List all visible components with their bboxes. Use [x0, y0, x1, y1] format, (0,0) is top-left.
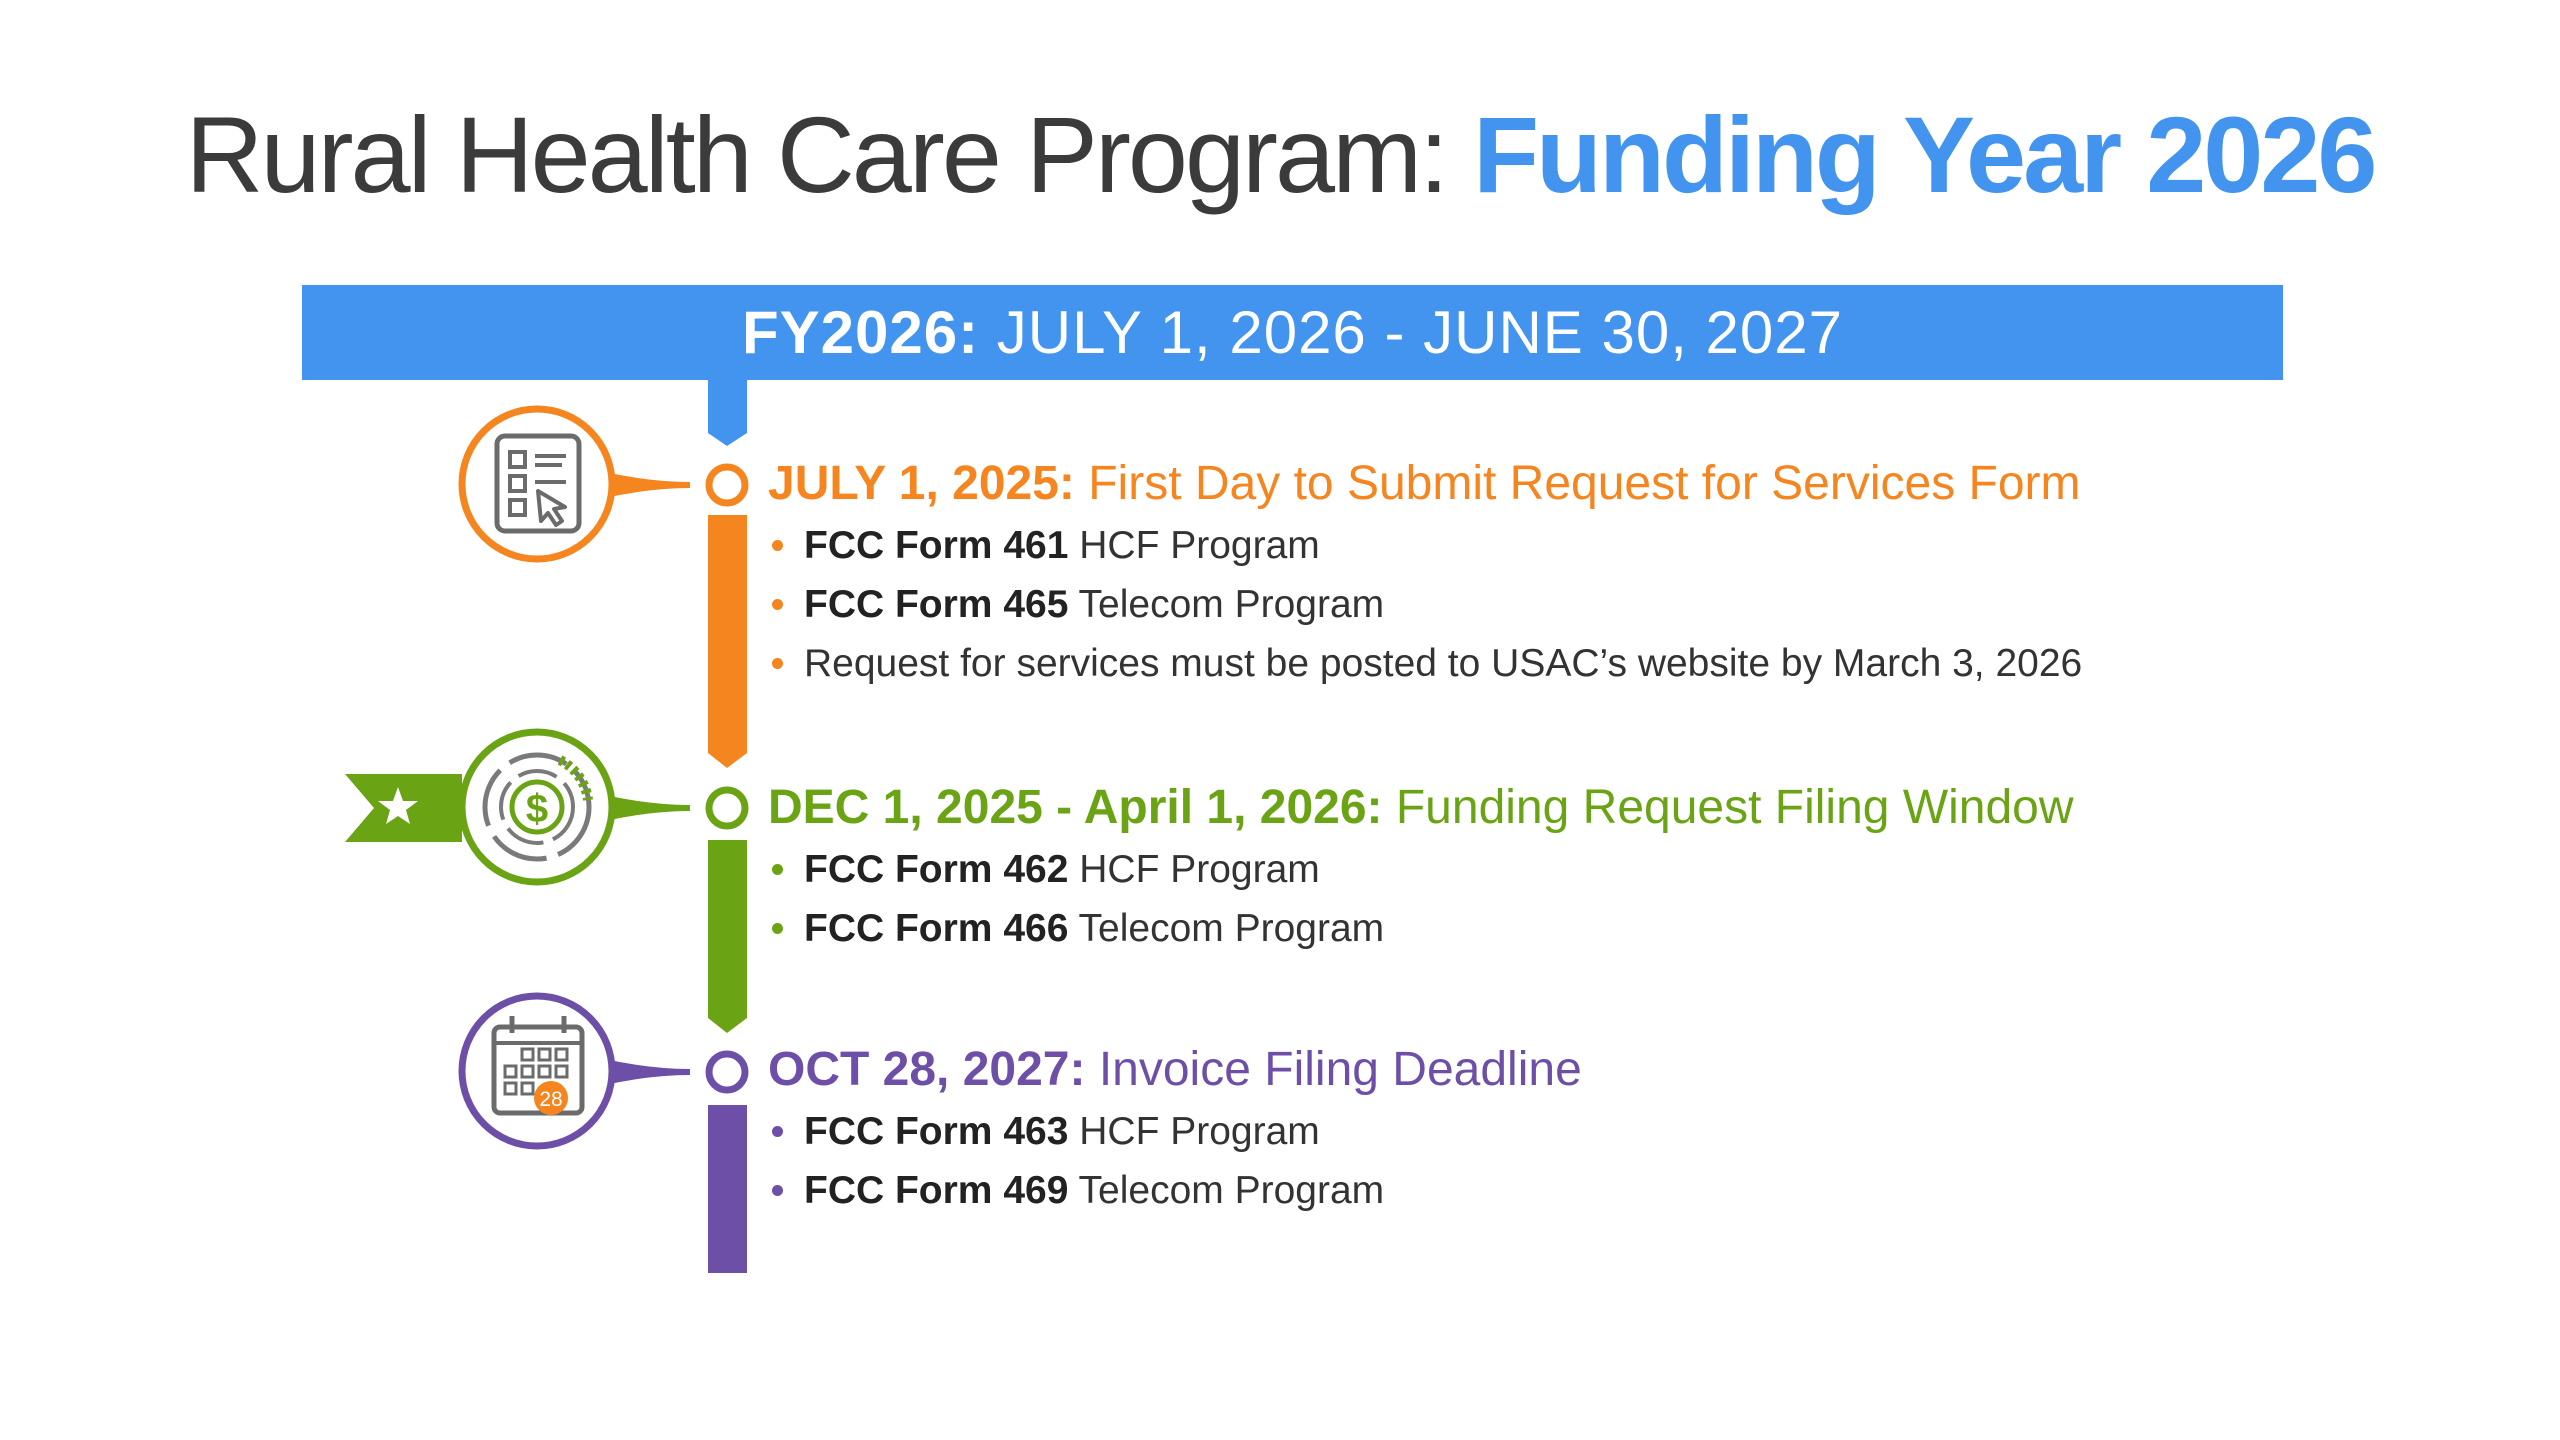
- milestone-title: First Day to Submit Request for Services Form: [1088, 457, 2081, 510]
- star-flag-icon: [345, 774, 462, 842]
- program-name: HCF Program: [1079, 848, 1320, 891]
- calendar-day-number: 28: [539, 1088, 563, 1111]
- list-item: [768, 634, 2082, 693]
- milestone-rfs: [768, 454, 2082, 693]
- dollar-gauge-icon: [462, 732, 612, 882]
- program-name: HCF Program: [1079, 524, 1320, 567]
- list-item: [768, 840, 2074, 899]
- list-item: [768, 575, 2082, 634]
- form-checklist-icon: [462, 409, 612, 559]
- milestone-title: Invoice Filing Deadline: [1098, 1043, 1582, 1096]
- timeline-segment-purple: [708, 1105, 747, 1273]
- milestone-items: [768, 1102, 1582, 1220]
- note-text: Request for services must be posted to USAC’s website by March 3, 2026: [804, 642, 2083, 685]
- milestone-heading: [768, 454, 2082, 514]
- milestone-title: Funding Request Filing Window: [1395, 781, 2074, 834]
- form-number: FCC Form 463: [804, 1110, 1069, 1153]
- svg-text:$: $: [525, 787, 549, 831]
- title-prefix: Rural Health Care Program:: [185, 94, 1447, 215]
- milestone-invoice-deadline: [768, 1040, 1582, 1220]
- form-number: FCC Form 469: [804, 1169, 1069, 1212]
- milestone-date: DEC 1, 2025 - April 1, 2026:: [768, 781, 1383, 834]
- milestone-heading: [768, 1040, 1582, 1100]
- milestone-node-purple: [709, 1054, 745, 1090]
- form-number: FCC Form 461: [804, 524, 1069, 567]
- banner-label: FY2026:: [741, 299, 980, 366]
- milestone-date: JULY 1, 2025:: [768, 457, 1075, 510]
- milestone-items: [768, 516, 2082, 693]
- milestone-connector-orange: [605, 467, 745, 503]
- milestone-date: OCT 28, 2027:: [768, 1043, 1086, 1096]
- milestone-items: [768, 840, 2074, 958]
- milestone-heading: [768, 778, 2074, 838]
- timeline-segment-green: [708, 840, 747, 1033]
- banner-stem: [708, 380, 747, 446]
- timeline-segment-orange: [708, 515, 747, 768]
- list-item: [768, 899, 2074, 958]
- title-highlight: Funding Year 2026: [1473, 94, 2375, 215]
- milestone-filing-window: [768, 778, 2074, 958]
- form-number: FCC Form 466: [804, 907, 1069, 950]
- form-number: FCC Form 465: [804, 583, 1069, 626]
- list-item: [768, 516, 2082, 575]
- program-name: Telecom Program: [1078, 583, 1385, 626]
- milestone-connector-green: [605, 790, 745, 826]
- milestone-node-green: [709, 790, 745, 826]
- milestone-connector-purple: [605, 1054, 745, 1090]
- calendar-icon: [462, 996, 612, 1146]
- program-name: Telecom Program: [1078, 907, 1385, 950]
- form-number: FCC Form 462: [804, 848, 1069, 891]
- milestone-node-orange: [709, 467, 745, 503]
- list-item: [768, 1102, 1582, 1161]
- banner-range: JULY 1, 2026 - JUNE 30, 2027: [996, 299, 1844, 366]
- list-item: [768, 1161, 1582, 1220]
- program-name: Telecom Program: [1078, 1169, 1385, 1212]
- program-name: HCF Program: [1079, 1110, 1320, 1153]
